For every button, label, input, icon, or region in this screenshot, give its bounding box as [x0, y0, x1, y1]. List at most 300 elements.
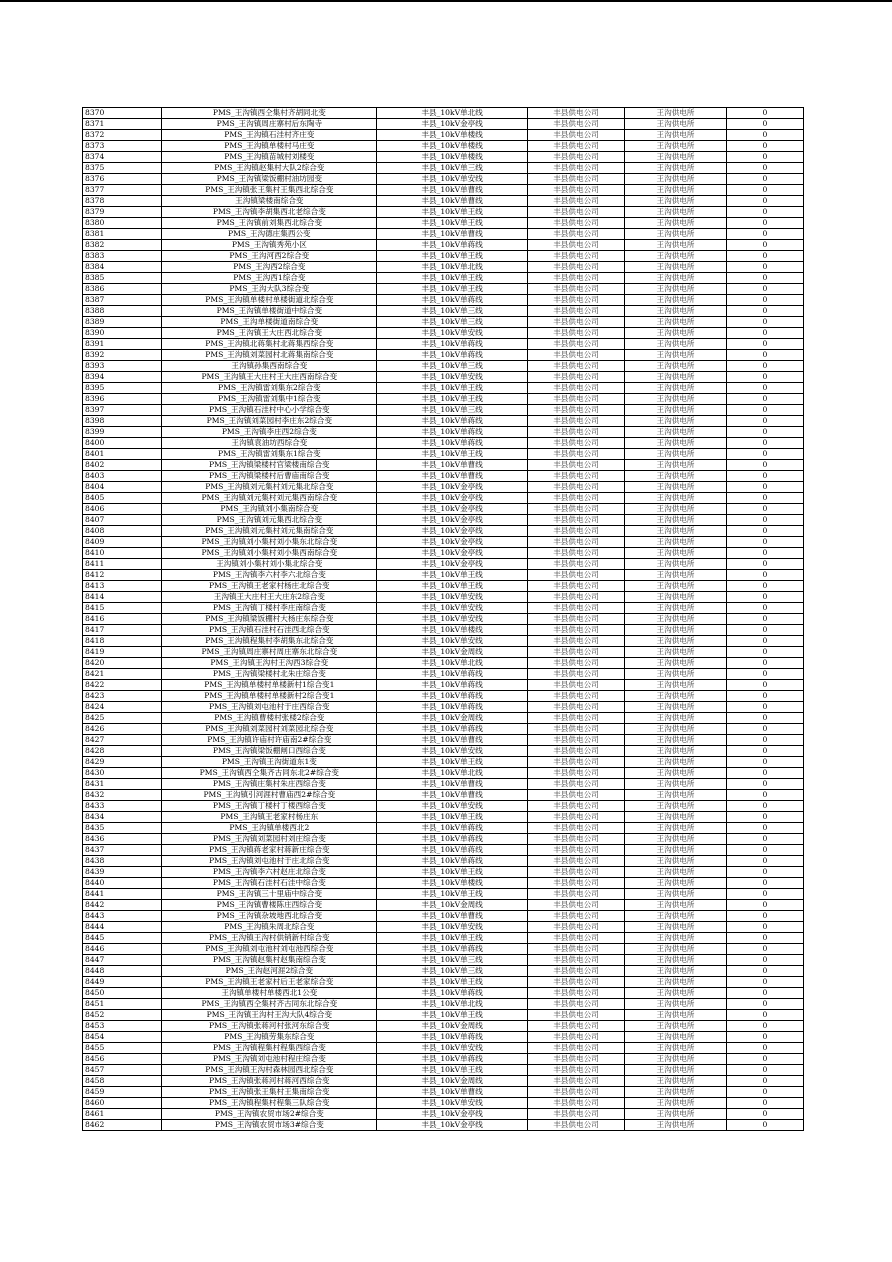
transformer-table	[82, 107, 804, 1131]
cell-station: 王沟供电所	[625, 823, 727, 834]
cell-company: 丰县供电公司	[527, 889, 624, 900]
cell-id: 8403	[83, 471, 162, 482]
cell-line: 丰县_10kV金亭线	[377, 559, 527, 570]
cell-value: 0	[726, 647, 803, 658]
cell-name: PMS_王沟镇农贸市场2#综合变	[162, 1109, 377, 1120]
cell-name: PMS_王沟镇梁饭棚村油坊园变	[162, 174, 377, 185]
cell-station: 王沟供电所	[625, 1098, 727, 1109]
table-row	[83, 1098, 804, 1109]
cell-station: 王沟供电所	[625, 174, 727, 185]
cell-id: 8392	[83, 350, 162, 361]
cell-line: 丰县_10kV单王线	[377, 1010, 527, 1021]
cell-station: 王沟供电所	[625, 526, 727, 537]
cell-line: 丰县_10kV单楼线	[377, 141, 527, 152]
cell-company: 丰县供电公司	[527, 449, 624, 460]
cell-line: 丰县_10kV单安线	[377, 636, 527, 647]
table-row	[83, 647, 804, 658]
cell-station: 王沟供电所	[625, 1032, 727, 1043]
table-row	[83, 900, 804, 911]
cell-station: 王沟供电所	[625, 1076, 727, 1087]
cell-line: 丰县_10kV单北线	[377, 658, 527, 669]
cell-id: 8427	[83, 735, 162, 746]
cell-station: 王沟供电所	[625, 581, 727, 592]
cell-name: PMS_王沟西2综合变	[162, 262, 377, 273]
cell-company: 丰县供电公司	[527, 493, 624, 504]
cell-value: 0	[726, 471, 803, 482]
cell-value: 0	[726, 537, 803, 548]
cell-value: 0	[726, 306, 803, 317]
cell-value: 0	[726, 1021, 803, 1032]
cell-id: 8445	[83, 933, 162, 944]
cell-id: 8458	[83, 1076, 162, 1087]
cell-id: 8371	[83, 119, 162, 130]
table-row	[83, 504, 804, 515]
cell-name: PMS_王沟镇西仝集齐古同东北2#综合变	[162, 768, 377, 779]
table-row	[83, 966, 804, 977]
cell-line: 丰县_10kV金亭线	[377, 493, 527, 504]
cell-line: 丰县_10kV金亭线	[377, 526, 527, 537]
cell-id: 8428	[83, 746, 162, 757]
cell-name: PMS_王沟镇周庄寨村后东陶寺	[162, 119, 377, 130]
cell-id: 8422	[83, 680, 162, 691]
cell-line: 丰县_10kV单王线	[377, 218, 527, 229]
table-row	[83, 251, 804, 262]
cell-company: 丰县供电公司	[527, 526, 624, 537]
cell-id: 8449	[83, 977, 162, 988]
cell-value: 0	[726, 669, 803, 680]
table-row	[83, 691, 804, 702]
cell-id: 8406	[83, 504, 162, 515]
cell-value: 0	[726, 614, 803, 625]
cell-line: 丰县_10kV单北线	[377, 262, 527, 273]
cell-company: 丰县供电公司	[527, 482, 624, 493]
cell-value: 0	[726, 823, 803, 834]
cell-value: 0	[726, 867, 803, 878]
cell-station: 王沟供电所	[625, 1021, 727, 1032]
cell-line: 丰县_10kV单蒋线	[377, 944, 527, 955]
cell-station: 王沟供电所	[625, 416, 727, 427]
cell-company: 丰县供电公司	[527, 779, 624, 790]
cell-id: 8380	[83, 218, 162, 229]
cell-id: 8414	[83, 592, 162, 603]
table-row	[83, 812, 804, 823]
cell-station: 王沟供电所	[625, 295, 727, 306]
table-row	[83, 823, 804, 834]
cell-value: 0	[726, 713, 803, 724]
cell-id: 8393	[83, 361, 162, 372]
cell-name: PMS_王沟镇王沟村王沟大队4综合变	[162, 1010, 377, 1021]
cell-line: 丰县_10kV单王线	[377, 977, 527, 988]
cell-company: 丰县供电公司	[527, 900, 624, 911]
cell-station: 王沟供电所	[625, 922, 727, 933]
table-row	[83, 174, 804, 185]
cell-name: 王沟镇单楼村单楼西北1公变	[162, 988, 377, 999]
cell-name: PMS_王沟镇曹楼陈庄西综合变	[162, 900, 377, 911]
table-row	[83, 768, 804, 779]
cell-station: 王沟供电所	[625, 801, 727, 812]
cell-name: PMS_王沟镇刘菜园村刘庄综合变	[162, 834, 377, 845]
table-row	[83, 493, 804, 504]
cell-company: 丰县供电公司	[527, 108, 624, 119]
cell-line: 丰县_10kV单王线	[377, 889, 527, 900]
cell-name: PMS_王沟镇李六村赵庄北综合变	[162, 867, 377, 878]
cell-name: 王沟镇刘小集村刘小集北综合变	[162, 559, 377, 570]
cell-name: PMS_王沟镇朱周北综合变	[162, 922, 377, 933]
cell-station: 王沟供电所	[625, 361, 727, 372]
cell-name: PMS_王沟镇单楼村单楼新村1综合变1	[162, 680, 377, 691]
cell-id: 8448	[83, 966, 162, 977]
table-row	[83, 1032, 804, 1043]
cell-line: 丰县_10kV单蒋线	[377, 1032, 527, 1043]
cell-line: 丰县_10kV单安线	[377, 746, 527, 757]
cell-station: 王沟供电所	[625, 911, 727, 922]
cell-name: PMS_王沟镇石洼村石洼中综合变	[162, 878, 377, 889]
cell-id: 8370	[83, 108, 162, 119]
cell-company: 丰县供电公司	[527, 768, 624, 779]
cell-line: 丰县_10kV单曹线	[377, 790, 527, 801]
cell-value: 0	[726, 559, 803, 570]
cell-value: 0	[726, 878, 803, 889]
cell-line: 丰县_10kV金亭线	[377, 482, 527, 493]
table-row	[83, 867, 804, 878]
cell-company: 丰县供电公司	[527, 339, 624, 350]
cell-line: 丰县_10kV单三线	[377, 306, 527, 317]
table-row	[83, 1076, 804, 1087]
cell-id: 8376	[83, 174, 162, 185]
cell-value: 0	[726, 141, 803, 152]
cell-line: 丰县_10kV金亭线	[377, 1120, 527, 1131]
cell-company: 丰县供电公司	[527, 350, 624, 361]
cell-id: 8388	[83, 306, 162, 317]
cell-company: 丰县供电公司	[527, 537, 624, 548]
cell-company: 丰县供电公司	[527, 383, 624, 394]
table-row	[83, 1021, 804, 1032]
cell-company: 丰县供电公司	[527, 581, 624, 592]
cell-value: 0	[726, 988, 803, 999]
table-row	[83, 119, 804, 130]
cell-name: PMS_王沟镇苗城村刘楼变	[162, 152, 377, 163]
cell-company: 丰县供电公司	[527, 130, 624, 141]
table-row	[83, 273, 804, 284]
cell-value: 0	[726, 108, 803, 119]
table-row	[83, 207, 804, 218]
cell-station: 王沟供电所	[625, 845, 727, 856]
cell-line: 丰县_10kV单三线	[377, 317, 527, 328]
cell-value: 0	[726, 1032, 803, 1043]
cell-company: 丰县供电公司	[527, 229, 624, 240]
cell-id: 8374	[83, 152, 162, 163]
cell-station: 王沟供电所	[625, 735, 727, 746]
cell-company: 丰县供电公司	[527, 669, 624, 680]
cell-line: 丰县_10kV单王线	[377, 570, 527, 581]
cell-station: 王沟供电所	[625, 350, 727, 361]
cell-line: 丰县_10kV金亭线	[377, 504, 527, 515]
cell-line: 丰县_10kV单三线	[377, 163, 527, 174]
cell-value: 0	[726, 592, 803, 603]
table-row	[83, 559, 804, 570]
cell-station: 王沟供电所	[625, 141, 727, 152]
cell-name: PMS_王沟镇丁楼村李庄南综合变	[162, 603, 377, 614]
cell-company: 丰县供电公司	[527, 163, 624, 174]
cell-value: 0	[726, 933, 803, 944]
cell-station: 王沟供电所	[625, 306, 727, 317]
cell-id: 8382	[83, 240, 162, 251]
cell-line: 丰县_10kV单蒋线	[377, 856, 527, 867]
table-row	[83, 284, 804, 295]
cell-id: 8397	[83, 405, 162, 416]
cell-station: 王沟供电所	[625, 955, 727, 966]
cell-line: 丰县_10kV单安线	[377, 603, 527, 614]
cell-line: 丰县_10kV单曹线	[377, 1087, 527, 1098]
cell-line: 丰县_10kV单王线	[377, 867, 527, 878]
table-row	[83, 306, 804, 317]
cell-company: 丰县供电公司	[527, 295, 624, 306]
table-row	[83, 1087, 804, 1098]
cell-station: 王沟供电所	[625, 548, 727, 559]
cell-company: 丰县供电公司	[527, 372, 624, 383]
cell-line: 丰县_10kV单蒋线	[377, 240, 527, 251]
cell-value: 0	[726, 1098, 803, 1109]
table-row	[83, 482, 804, 493]
cell-name: PMS_王沟镇单楼西北2	[162, 823, 377, 834]
cell-name: PMS_王沟镇程集村程集三队综合变	[162, 1098, 377, 1109]
cell-id: 8407	[83, 515, 162, 526]
table-row	[83, 196, 804, 207]
cell-value: 0	[726, 394, 803, 405]
table-row	[83, 108, 804, 119]
cell-company: 丰县供电公司	[527, 856, 624, 867]
cell-company: 丰县供电公司	[527, 757, 624, 768]
cell-id: 8405	[83, 493, 162, 504]
cell-id: 8457	[83, 1065, 162, 1076]
cell-name: PMS_王沟镇雷刘集东1综合变	[162, 449, 377, 460]
cell-line: 丰县_10kV单曹线	[377, 911, 527, 922]
cell-value: 0	[726, 526, 803, 537]
cell-value: 0	[726, 790, 803, 801]
cell-id: 8455	[83, 1043, 162, 1054]
table-row	[83, 988, 804, 999]
cell-value: 0	[726, 1120, 803, 1131]
cell-value: 0	[726, 889, 803, 900]
cell-company: 丰县供电公司	[527, 427, 624, 438]
table-row	[83, 1054, 804, 1065]
cell-station: 王沟供电所	[625, 317, 727, 328]
cell-station: 王沟供电所	[625, 339, 727, 350]
cell-station: 王沟供电所	[625, 746, 727, 757]
cell-company: 丰县供电公司	[527, 394, 624, 405]
cell-station: 王沟供电所	[625, 933, 727, 944]
cell-station: 王沟供电所	[625, 592, 727, 603]
cell-line: 丰县_10kV单蒋线	[377, 427, 527, 438]
cell-line: 丰县_10kV单曹线	[377, 779, 527, 790]
cell-name: PMS_王沟镇李胡集西北老综合变	[162, 207, 377, 218]
cell-line: 丰县_10kV金周线	[377, 1021, 527, 1032]
cell-company: 丰县供电公司	[527, 977, 624, 988]
table-row	[83, 438, 804, 449]
cell-value: 0	[726, 999, 803, 1010]
cell-name: PMS_王沟镇周庄寨村周庄寨东北综合变	[162, 647, 377, 658]
table-row	[83, 262, 804, 273]
table-row	[83, 240, 804, 251]
cell-value: 0	[726, 317, 803, 328]
cell-line: 丰县_10kV单曹线	[377, 471, 527, 482]
cell-line: 丰县_10kV单王线	[377, 284, 527, 295]
cell-id: 8423	[83, 691, 162, 702]
cell-value: 0	[726, 702, 803, 713]
cell-id: 8384	[83, 262, 162, 273]
table-row	[83, 856, 804, 867]
cell-id: 8413	[83, 581, 162, 592]
cell-line: 丰县_10kV单蒋线	[377, 438, 527, 449]
cell-name: PMS_王沟镇石洼村石洼西北综合变	[162, 625, 377, 636]
cell-station: 王沟供电所	[625, 207, 727, 218]
cell-name: PMS_王沟镇王老家村后王老家综合变	[162, 977, 377, 988]
cell-value: 0	[726, 262, 803, 273]
cell-value: 0	[726, 229, 803, 240]
cell-line: 丰县_10kV单王线	[377, 1065, 527, 1076]
cell-company: 丰县供电公司	[527, 658, 624, 669]
cell-id: 8410	[83, 548, 162, 559]
cell-value: 0	[726, 944, 803, 955]
table-row	[83, 372, 804, 383]
cell-station: 王沟供电所	[625, 614, 727, 625]
cell-name: 王沟镇袁油坊西综合变	[162, 438, 377, 449]
cell-company: 丰县供电公司	[527, 911, 624, 922]
cell-name: PMS_王沟镇刘菜园村刘菜园北综合变	[162, 724, 377, 735]
table-row	[83, 724, 804, 735]
cell-company: 丰县供电公司	[527, 1098, 624, 1109]
cell-company: 丰县供电公司	[527, 922, 624, 933]
cell-line: 丰县_10kV单三线	[377, 361, 527, 372]
cell-line: 丰县_10kV金周线	[377, 1076, 527, 1087]
cell-station: 王沟供电所	[625, 383, 727, 394]
cell-value: 0	[726, 515, 803, 526]
cell-name: PMS_王沟镇梁饭棚村大杨庄东综合变	[162, 614, 377, 625]
cell-id: 8404	[83, 482, 162, 493]
cell-line: 丰县_10kV金亭线	[377, 515, 527, 526]
cell-line: 丰县_10kV金亭线	[377, 537, 527, 548]
cell-id: 8378	[83, 196, 162, 207]
table-row	[83, 394, 804, 405]
cell-company: 丰县供电公司	[527, 1032, 624, 1043]
cell-line: 丰县_10kV金亭线	[377, 119, 527, 130]
cell-value: 0	[726, 460, 803, 471]
cell-name: PMS_王沟镇赵集村赵集南综合变	[162, 955, 377, 966]
cell-name: PMS_王沟镇刘菜园村李庄东2综合变	[162, 416, 377, 427]
cell-line: 丰县_10kV单蒋线	[377, 416, 527, 427]
cell-value: 0	[726, 922, 803, 933]
cell-id: 8459	[83, 1087, 162, 1098]
cell-name: PMS_王沟镇石洼村齐庄变	[162, 130, 377, 141]
cell-station: 王沟供电所	[625, 273, 727, 284]
cell-id: 8461	[83, 1109, 162, 1120]
cell-name: 王沟镇王大庄村王大庄东2综合变	[162, 592, 377, 603]
table-row	[83, 581, 804, 592]
cell-id: 8451	[83, 999, 162, 1010]
table-row	[83, 933, 804, 944]
cell-id: 8444	[83, 922, 162, 933]
cell-line: 丰县_10kV金周线	[377, 900, 527, 911]
cell-value: 0	[726, 174, 803, 185]
cell-id: 8412	[83, 570, 162, 581]
cell-value: 0	[726, 295, 803, 306]
cell-line: 丰县_10kV单曹线	[377, 229, 527, 240]
cell-station: 王沟供电所	[625, 702, 727, 713]
table-row	[83, 141, 804, 152]
cell-station: 王沟供电所	[625, 724, 727, 735]
table-row	[83, 1065, 804, 1076]
cell-station: 王沟供电所	[625, 1120, 727, 1131]
cell-id: 8460	[83, 1098, 162, 1109]
table-row	[83, 955, 804, 966]
cell-name: PMS_王沟镇梁楼村后曹庙南综合变	[162, 471, 377, 482]
cell-id: 8447	[83, 955, 162, 966]
cell-value: 0	[726, 251, 803, 262]
cell-station: 王沟供电所	[625, 658, 727, 669]
cell-value: 0	[726, 328, 803, 339]
cell-value: 0	[726, 1043, 803, 1054]
cell-name: PMS_王沟镇杂坡地西北综合变	[162, 911, 377, 922]
cell-value: 0	[726, 427, 803, 438]
cell-name: PMS_王沟镇刘屯池村于庄北综合变	[162, 856, 377, 867]
cell-id: 8454	[83, 1032, 162, 1043]
cell-line: 丰县_10kV单蒋线	[377, 295, 527, 306]
cell-name: PMS_王沟镇李六村李六北综合变	[162, 570, 377, 581]
cell-value: 0	[726, 911, 803, 922]
table-row	[83, 328, 804, 339]
cell-id: 8379	[83, 207, 162, 218]
cell-company: 丰县供电公司	[527, 262, 624, 273]
cell-station: 王沟供电所	[625, 790, 727, 801]
cell-value: 0	[726, 218, 803, 229]
cell-station: 王沟供电所	[625, 878, 727, 889]
cell-name: PMS_王沟镇王沟村供销新村综合变	[162, 933, 377, 944]
cell-station: 王沟供电所	[625, 1109, 727, 1120]
cell-line: 丰县_10kV单蒋线	[377, 680, 527, 691]
cell-station: 王沟供电所	[625, 163, 727, 174]
cell-id: 8385	[83, 273, 162, 284]
cell-name: PMS_王沟镇梁楼村官梁楼南综合变	[162, 460, 377, 471]
cell-value: 0	[726, 438, 803, 449]
table-row	[83, 911, 804, 922]
cell-name: PMS_王沟镇三十里庙中综合变	[162, 889, 377, 900]
cell-station: 王沟供电所	[625, 1010, 727, 1021]
cell-station: 王沟供电所	[625, 1043, 727, 1054]
cell-station: 王沟供电所	[625, 1065, 727, 1076]
cell-id: 8435	[83, 823, 162, 834]
cell-value: 0	[726, 482, 803, 493]
cell-station: 王沟供电所	[625, 988, 727, 999]
cell-name: PMS_王沟西1综合变	[162, 273, 377, 284]
cell-company: 丰县供电公司	[527, 966, 624, 977]
cell-value: 0	[726, 493, 803, 504]
cell-station: 王沟供电所	[625, 900, 727, 911]
cell-value: 0	[726, 130, 803, 141]
table-row	[83, 317, 804, 328]
cell-station: 王沟供电所	[625, 669, 727, 680]
cell-station: 王沟供电所	[625, 240, 727, 251]
table-row	[83, 383, 804, 394]
cell-station: 王沟供电所	[625, 570, 727, 581]
table-row	[83, 834, 804, 845]
cell-line: 丰县_10kV单安线	[377, 174, 527, 185]
table-row	[83, 999, 804, 1010]
cell-company: 丰县供电公司	[527, 1010, 624, 1021]
cell-value: 0	[726, 724, 803, 735]
cell-id: 8432	[83, 790, 162, 801]
cell-id: 8398	[83, 416, 162, 427]
table-row	[83, 1010, 804, 1021]
